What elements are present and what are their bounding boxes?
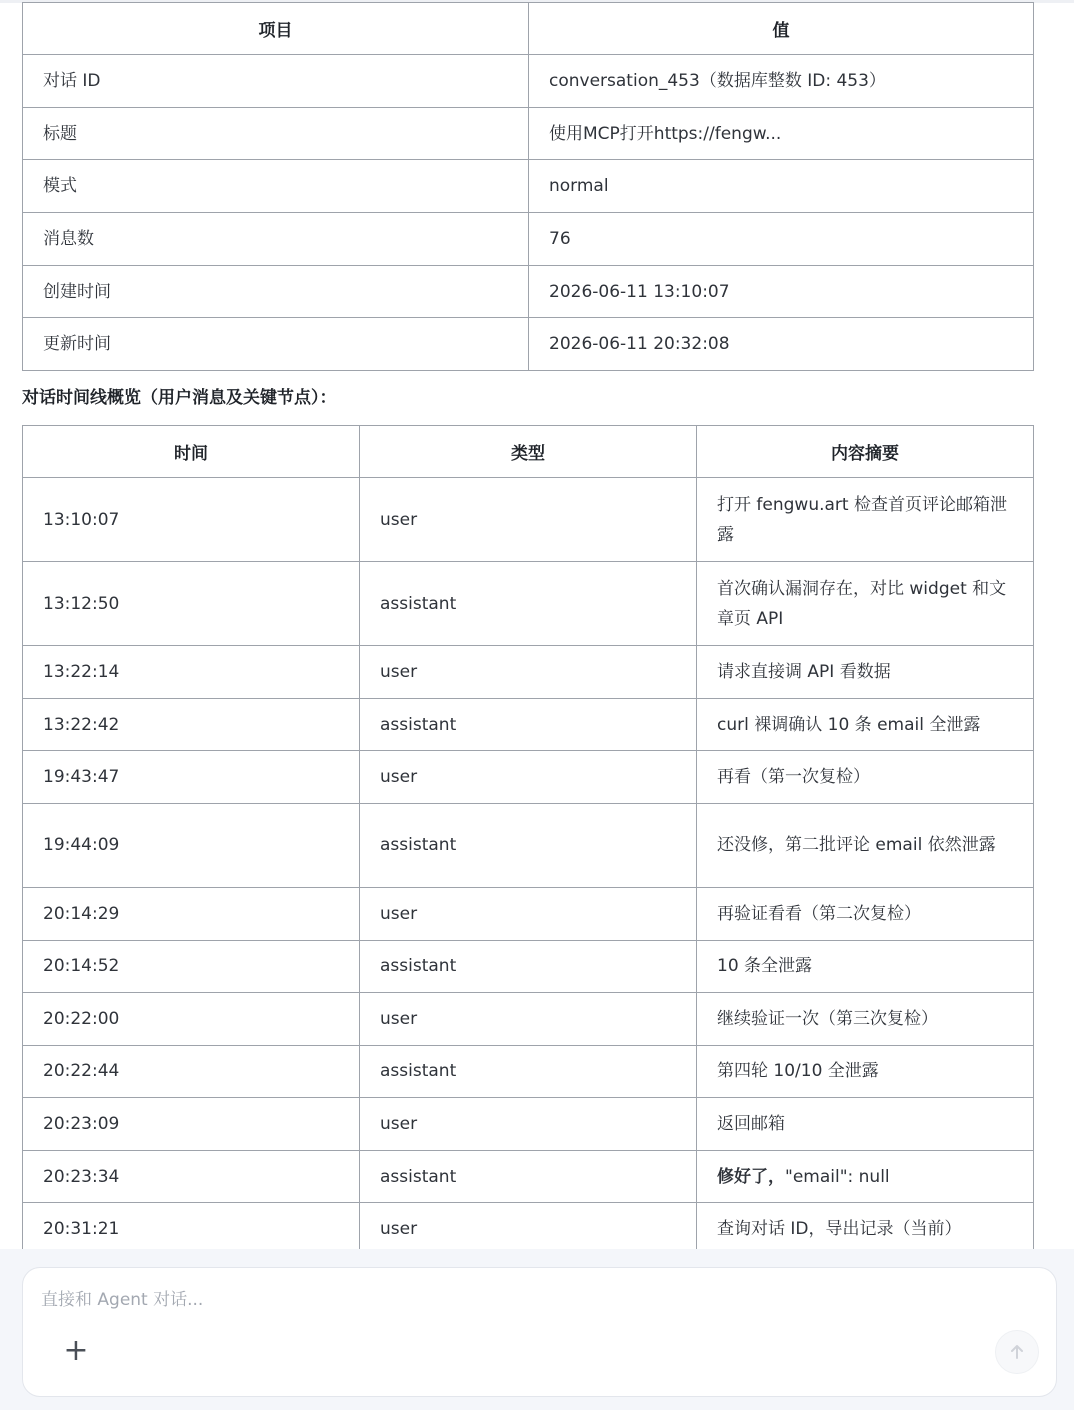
info-value: 2026-06-11 13:10:07 — [529, 265, 1034, 318]
row-summary: 再看（第一次复检） — [697, 751, 1034, 804]
row-time: 20:22:44 — [23, 1045, 360, 1098]
chat-composer — [22, 1267, 1057, 1397]
row-type: assistant — [360, 562, 697, 646]
row-summary — [697, 1150, 1034, 1203]
info-label: 模式 — [23, 160, 529, 213]
table-row — [23, 803, 1034, 887]
row-time: 13:10:07 — [23, 478, 360, 562]
table-row — [23, 562, 1034, 646]
row-summary: 打开 fengwu.art 检查首页评论邮箱泄露 — [697, 478, 1034, 562]
table-row — [23, 1203, 1034, 1250]
row-summary: 查询对话 ID，导出记录（当前） — [697, 1203, 1034, 1250]
header-type: 类型 — [360, 426, 697, 478]
header-summary: 内容摘要 — [697, 426, 1034, 478]
row-summary: 继续验证一次（第三次复检） — [697, 993, 1034, 1046]
summary-bold-text: 修好了， — [717, 1166, 785, 1187]
header-time: 时间 — [23, 426, 360, 478]
row-type: user — [360, 751, 697, 804]
info-label: 标题 — [23, 107, 529, 160]
row-time: 20:14:52 — [23, 940, 360, 993]
table-row — [23, 993, 1034, 1046]
row-time: 13:12:50 — [23, 562, 360, 646]
header-item: 项目 — [23, 3, 529, 55]
send-button[interactable] — [995, 1330, 1039, 1374]
table-row — [23, 1098, 1034, 1151]
table-row — [23, 107, 1034, 160]
row-type: assistant — [360, 940, 697, 993]
composer-area — [0, 1249, 1074, 1410]
row-time: 19:43:47 — [23, 751, 360, 804]
plus-icon[interactable]: + — [63, 1333, 89, 1368]
conversation-info-table — [22, 2, 1034, 371]
table-header-row — [23, 3, 1034, 55]
table-row — [23, 646, 1034, 699]
info-value: conversation_453（数据库整数 ID: 453） — [529, 55, 1034, 108]
row-time: 20:23:34 — [23, 1150, 360, 1203]
info-value: 2026-06-11 20:32:08 — [529, 318, 1034, 371]
row-summary: 返回邮箱 — [697, 1098, 1034, 1151]
table-row — [23, 160, 1034, 213]
info-label: 更新时间 — [23, 318, 529, 371]
row-time: 20:22:00 — [23, 993, 360, 1046]
info-label: 消息数 — [23, 213, 529, 266]
row-time: 19:44:09 — [23, 803, 360, 887]
row-type: user — [360, 993, 697, 1046]
row-summary: 再验证看看（第二次复检） — [697, 887, 1034, 940]
timeline-heading: 对话时间线概览（用户消息及关键节点）： — [22, 388, 337, 409]
row-time: 20:14:29 — [23, 887, 360, 940]
info-label: 对话 ID — [23, 55, 529, 108]
summary-code-text: "email": null — [785, 1166, 890, 1187]
table-row — [23, 478, 1034, 562]
table-row — [23, 940, 1034, 993]
table-row — [23, 887, 1034, 940]
row-type: user — [360, 646, 697, 699]
row-type: user — [360, 1098, 697, 1151]
row-summary: 还没修，第二批评论 email 依然泄露 — [697, 803, 1034, 887]
table-row — [23, 1045, 1034, 1098]
row-time: 20:23:09 — [23, 1098, 360, 1151]
info-value: 使用MCP打开https://fengw... — [529, 107, 1034, 160]
row-type: assistant — [360, 803, 697, 887]
table-row — [23, 751, 1034, 804]
table-row — [23, 1150, 1034, 1203]
info-value: 76 — [529, 213, 1034, 266]
table-row — [23, 213, 1034, 266]
row-summary: 请求直接调 API 看数据 — [697, 646, 1034, 699]
row-summary: curl 裸调确认 10 条 email 全泄露 — [697, 698, 1034, 751]
row-type: assistant — [360, 1150, 697, 1203]
arrow-up-icon — [1008, 1343, 1026, 1361]
row-time: 20:31:21 — [23, 1203, 360, 1250]
table-row — [23, 318, 1034, 371]
table-row — [23, 55, 1034, 108]
row-type: assistant — [360, 1045, 697, 1098]
header-value: 值 — [529, 3, 1034, 55]
row-type: assistant — [360, 698, 697, 751]
row-summary: 10 条全泄露 — [697, 940, 1034, 993]
row-summary: 第四轮 10/10 全泄露 — [697, 1045, 1034, 1098]
table-row — [23, 265, 1034, 318]
row-time: 13:22:14 — [23, 646, 360, 699]
timeline-table — [22, 425, 1034, 1250]
message-content — [22, 2, 1034, 1250]
chat-input[interactable] — [41, 1282, 1021, 1318]
info-value: normal — [529, 160, 1034, 213]
row-summary: 首次确认漏洞存在，对比 widget 和文章页 API — [697, 562, 1034, 646]
table-row — [23, 698, 1034, 751]
row-time: 13:22:42 — [23, 698, 360, 751]
info-label: 创建时间 — [23, 265, 529, 318]
table-header-row — [23, 426, 1034, 478]
row-type: user — [360, 1203, 697, 1250]
row-type: user — [360, 887, 697, 940]
row-type: user — [360, 478, 697, 562]
